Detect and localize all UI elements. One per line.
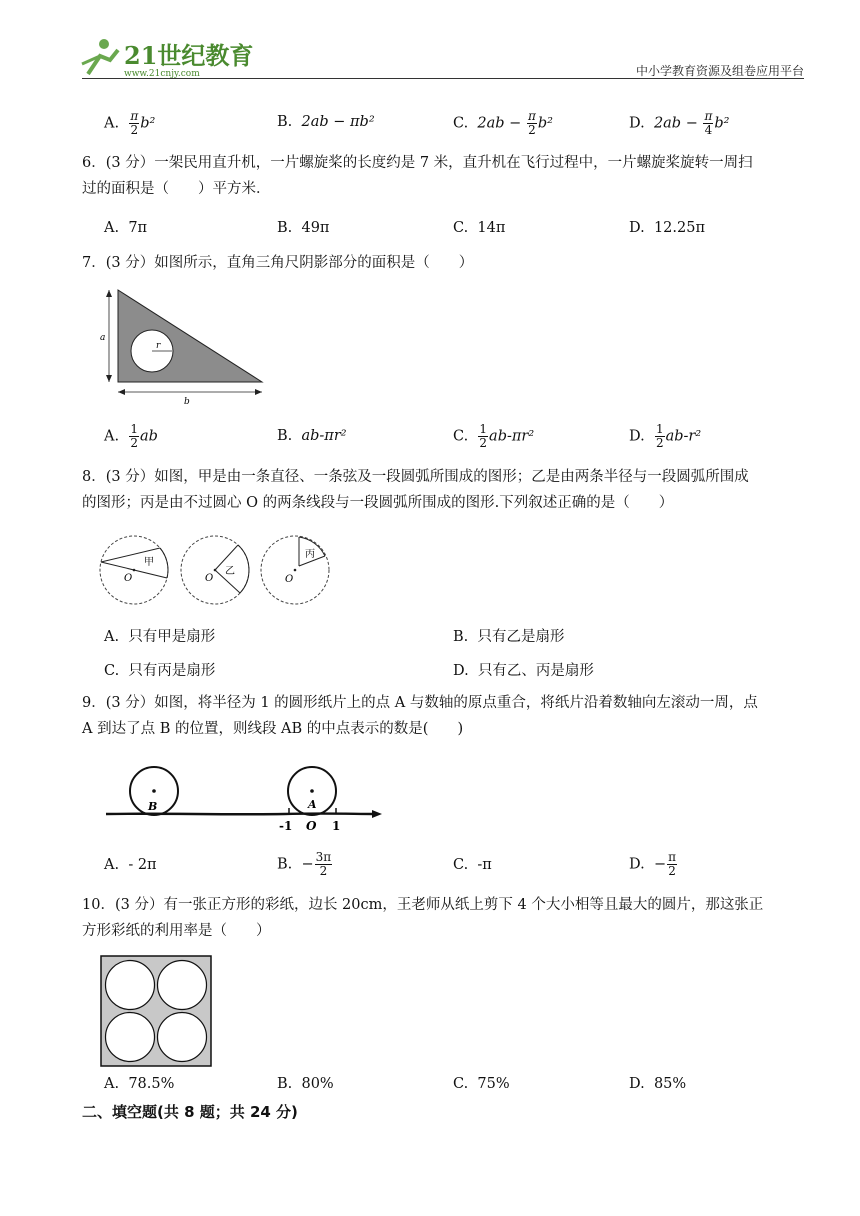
center-dot	[133, 569, 136, 572]
option-label: C.	[453, 857, 469, 873]
cut-circle	[158, 1013, 207, 1062]
label-o: O	[205, 573, 214, 584]
option-label: A.	[104, 857, 120, 873]
stem-line: A 到达了点 B 的位置，则线段 AB 的中点表示的数是( )	[82, 721, 464, 737]
option-text: ab-πr²	[301, 428, 347, 444]
option-text: 49π	[301, 220, 330, 236]
option-text: 只有乙、丙是扇形	[477, 663, 594, 679]
label-b: b	[184, 397, 190, 406]
q9-option-c	[453, 857, 492, 873]
q8-stem	[82, 464, 812, 516]
q5-option-c	[453, 110, 553, 137]
frac-num: 1	[655, 422, 664, 436]
option-tail: b²	[714, 115, 730, 132]
frac-den: 2	[668, 864, 676, 878]
option-text: - 2π	[128, 857, 157, 873]
stem-line: 8．(3 分）如图，甲是由一条直径、一条弦及一段圆弧所围成的图形；乙是由两条半径与一段圆弧所围成	[82, 469, 749, 485]
option-label: C.	[453, 220, 469, 236]
frac-den: 2	[528, 123, 536, 137]
option-tail: ab-r²	[665, 428, 702, 445]
option-text: 2ab − πb²	[301, 114, 375, 130]
q10-stem	[82, 892, 812, 944]
center-dot	[214, 569, 217, 572]
q8-option-b	[453, 625, 564, 646]
frac-den: 2	[479, 436, 488, 450]
label-o: O	[124, 573, 133, 584]
label-yi: 乙	[225, 566, 235, 577]
stem-line: 过的面积是（ ）平方米．	[82, 181, 271, 197]
q5-option-a	[104, 110, 155, 137]
frac-num: π	[668, 850, 676, 864]
center-dot	[294, 569, 297, 572]
option-label: A.	[104, 428, 120, 445]
option-label: D.	[629, 856, 645, 873]
q6-option-d	[629, 220, 705, 236]
option-text: 12.25π	[653, 220, 705, 236]
q6-stem	[82, 150, 812, 202]
q6-option-b	[277, 220, 329, 236]
platform-name: 中小学教育资源及组卷应用平台	[635, 64, 804, 78]
label-r: r	[156, 341, 161, 351]
q9-figure	[104, 760, 388, 832]
q8-figure	[98, 530, 334, 612]
q9-option-b	[277, 851, 333, 878]
option-pre: 2ab −	[653, 115, 703, 132]
label-bing: 丙	[305, 549, 315, 560]
option-text: 7π	[128, 220, 148, 236]
option-pre: 2ab −	[477, 115, 526, 132]
option-label: C.	[104, 663, 120, 679]
option-text: 只有丙是扇形	[128, 663, 216, 679]
section-title: 二、填空题(共 8 题；共 24 分)	[82, 1103, 298, 1121]
frac-den: 2	[130, 436, 138, 450]
option-tail: ab	[139, 428, 158, 445]
q9-option-d	[629, 851, 678, 878]
option-label: B.	[277, 220, 293, 236]
option-tail: b²	[537, 115, 553, 132]
frac-num: π	[527, 109, 536, 123]
q7-option-d	[629, 423, 701, 450]
q8-option-d	[453, 659, 594, 680]
frac-den: 2	[655, 436, 664, 450]
option-text: 只有乙是扇形	[477, 629, 565, 645]
label-o: O	[285, 574, 294, 585]
option-pre: −	[301, 856, 314, 873]
q10-option-d	[629, 1076, 686, 1092]
logo-main-text: 21世纪教育	[124, 41, 254, 70]
label-b: B	[148, 800, 158, 813]
cut-circle	[106, 961, 155, 1010]
q8-option-a	[104, 625, 215, 646]
frac-num: π	[704, 109, 713, 123]
stem-line: 6．(3 分）一架民用直升机，一片螺旋桨的长度约是 7 米，直升机在飞行过程中，一片螺旋桨旋转一周扫	[82, 155, 753, 171]
q10-figure	[100, 955, 214, 1069]
cut-circle	[158, 961, 207, 1010]
frac-den: 2	[319, 864, 328, 878]
label-a: a	[100, 333, 106, 343]
frac-num: 1	[130, 422, 138, 436]
center-dot	[152, 789, 156, 793]
q7-option-a	[104, 423, 158, 450]
option-text: -π	[477, 857, 492, 873]
option-label: C.	[453, 1076, 469, 1092]
header-divider	[82, 78, 804, 79]
frac-den: 2	[130, 123, 139, 137]
stem-line: 方形彩纸的利用率是（ ）	[82, 923, 271, 939]
option-label: A.	[104, 220, 120, 236]
q7-option-b	[277, 428, 347, 444]
option-text: 75%	[477, 1076, 510, 1092]
frac-num: 1	[479, 422, 488, 436]
option-label: A.	[104, 629, 120, 645]
option-label: B.	[277, 856, 293, 873]
frac-den: 4	[704, 123, 713, 137]
option-label: C.	[453, 428, 469, 445]
option-pre: −	[653, 856, 667, 873]
option-text: 只有甲是扇形	[128, 629, 216, 645]
option-label: D.	[453, 663, 469, 679]
q6-option-a	[104, 220, 147, 236]
cut-circle	[106, 1013, 155, 1062]
option-label: D.	[629, 428, 645, 445]
option-text: 80%	[301, 1076, 334, 1092]
q9-stem	[82, 690, 812, 742]
q7-option-c	[453, 423, 534, 450]
option-text: 85%	[653, 1076, 687, 1092]
q8-option-c	[104, 659, 215, 680]
option-label: B.	[277, 428, 293, 444]
frac-num: π	[130, 109, 139, 123]
option-text: 14π	[477, 220, 506, 236]
logo-mark	[78, 34, 258, 78]
option-label: C.	[453, 115, 469, 132]
tick-label-1: 1	[332, 819, 341, 832]
logo	[78, 34, 258, 82]
label-jia: 甲	[144, 557, 154, 568]
arrow-head	[255, 389, 262, 395]
option-label: D.	[629, 220, 645, 236]
option-text: 78.5%	[128, 1076, 175, 1092]
logo-sub-text: www.21cnjy.com	[124, 69, 200, 78]
q7-figure	[96, 282, 272, 406]
option-label: A.	[104, 115, 120, 132]
label-a: A	[308, 798, 317, 811]
q7-stem: 7．(3 分）如图所示，直角三角尺阴影部分的面积是（ ）	[82, 255, 474, 271]
arc-yi	[238, 545, 249, 593]
tick-label-minus-1: -1	[279, 819, 293, 832]
stem-line: 9．(3 分）如图，将半径为 1 的圆形纸片上的点 A 与数轴的原点重合，将纸片沿着数轴向左滚动一周，点	[82, 695, 758, 711]
frac-num: 3π	[315, 850, 332, 864]
stem-line: 的图形；丙是由不过圆心 O 的两条线段与一段圆弧所围成的图形.下列叙述正确的是（ ）	[82, 495, 674, 511]
axis-arrow	[372, 810, 382, 818]
tick-label-0: O	[306, 819, 317, 832]
q10-option-c	[453, 1076, 510, 1092]
option-label: B.	[277, 1076, 293, 1092]
option-label: D.	[629, 115, 645, 132]
q6-option-c	[453, 220, 505, 236]
stem-line: 10．(3 分）有一张正方形的彩纸，边长 20cm，王老师从纸上剪下 4 个大小相等且最大的圆片，那这张正	[82, 897, 764, 913]
option-tail: b²	[140, 115, 156, 132]
option-label: B.	[277, 114, 293, 130]
q5-option-d	[629, 110, 729, 137]
q5-option-b	[277, 114, 375, 130]
arrow-head	[106, 290, 112, 297]
center-dot	[310, 789, 314, 793]
option-label: B.	[453, 629, 469, 645]
option-label: A.	[104, 1076, 120, 1092]
q10-option-b	[277, 1076, 334, 1092]
q10-option-a	[104, 1076, 174, 1092]
arrow-head	[118, 389, 125, 395]
arrow-head	[106, 375, 112, 382]
q9-option-a	[104, 857, 157, 873]
option-tail: ab-πr²	[489, 428, 535, 445]
option-label: D.	[629, 1076, 645, 1092]
